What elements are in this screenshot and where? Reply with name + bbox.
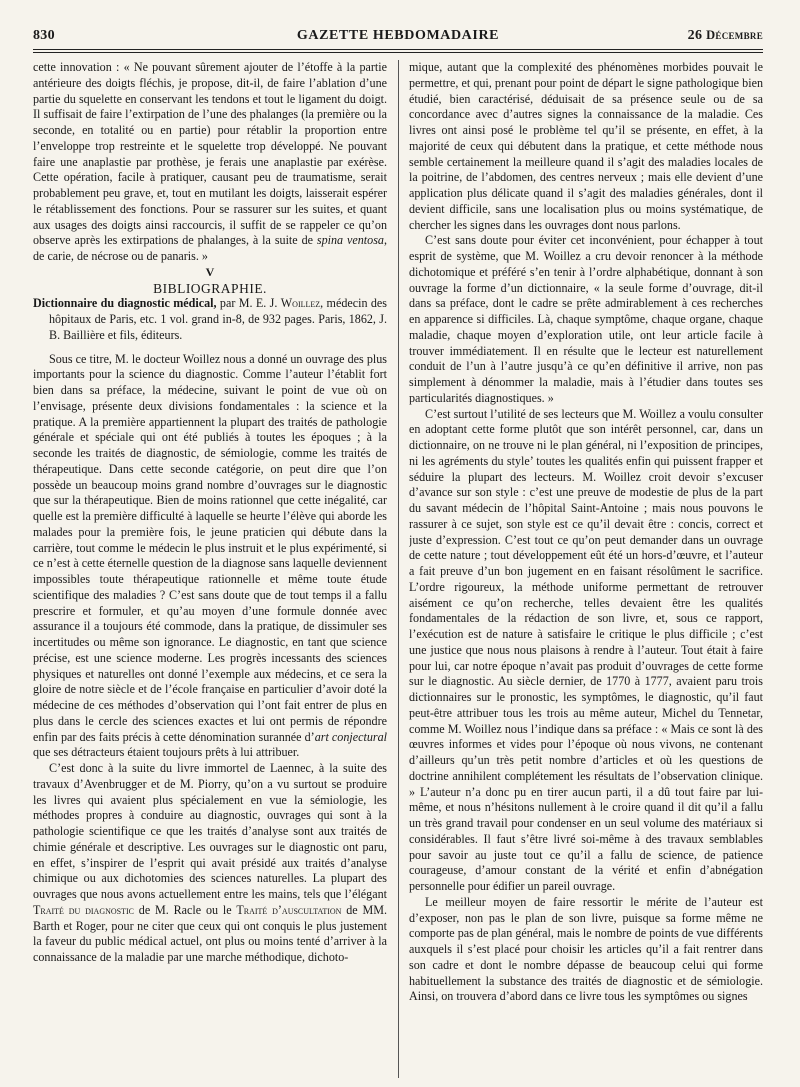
section-title: BIBLIOGRAPHIE. [153,280,267,296]
issue-day: 26 [687,28,703,43]
book-title: Dictionnaire du diagnostic médical, [33,296,217,311]
italic-term: spina ventosa [316,233,384,248]
paragraph-text: C’est donc à la suite du livre immortel de Laennec, à la suite des travaux d’Avenbrugger et de M. Piorry, qu’on a vu surtout se produire les livres qui avaient plus spécialement en vue la sémiologie, les méthodes propres à conduire au diagnostic, ouvrages qui sont à la pathologie scientifique ce que les traités d’analyse sont aux traités de chimie générale et descriptive. Les ouvrages sur le diagnostic ont paru, en effet, s’inspirer de l’esprit qui avait présidé aux traités d’analyse chimique ou aux dichotomies des sciences naturelles. La plupart des ouvrages que nous avons actuellement entre les mains, tels que l’élégant [33,761,387,901]
paragraph-text: Sous ce titre, M. le docteur Woillez nous a donné un ouvrage des plus importants pour la science du diagnostic. Comme l’auteur l’établit fort bien dans sa préface, la médecine, suivant le point de vue où on l’envisage, présente deux divisions fondamentales : la science et la pratique. A la première appartiennent la plupart des traités de pathologie générale et spéciale qui ont été publiés à toutes les époques ; à la seconde les traités de diagnostic, de sémiologie, comme les traités de thérapeutique. Dans cette seconde catégorie, on peut dire que l’on possède un beaucoup moins grand nombre d’ouvrages sur le diagnostic que sur la thérapeutique. Bien de moins rationnel que cette inégalité, car quelle est la première difficulté à laquelle se heurte l’élève qui aborde les malades pour la première fois, le jeune praticien qui débute dans la carrière, tout comme le médecin le plus instruit et le plus expérimenté, si ce n’est à cette éternelle question de la diagnose sans laquelle deviennent impossibles toute thérapeutique rationnelle et même toute étude scientifique des maladies ? C’est sans doute que de tout temps il a fallu prescrire et formuler, et qu’au moyen d’une formule donnée avec assurance il a toujours été commode, dans la pratique, de dissimuler ses incertitudes ou même son ignorance. Le diagnostic, en tant que science précise, est une science moderne. Les progrès incessants des sciences physiques et naturelles ont donné l’exemple aux médecins, et ce sera la gloire de notre siècle et de l’école française en particulier d’avoir doté la médecine de ces méthodes d’observation qui l’ont fait entrer de plus en plus dans le cercle des sciences exactes et lui ont permis de répondre enfin par des faits précis à cette dénomination surannée d’ [33,351,387,744]
issue-date [688,28,763,44]
paragraph-text: que ses détracteurs étaient toujours prêts à lui attribuer. [33,745,300,760]
book-details: , médecin des hôpitaux de Paris, etc. 1 vol. grand in-8, de 932 pages. Paris, 1862, J. B. Baillière et fils, éditeurs. [49,296,387,342]
paragraph-text: , de carie, de nécrose ou de panaris. » [33,233,387,263]
journal-title: GAZETTE HEBDOMADAIRE [296,28,500,43]
header-rule-thin [33,52,763,53]
left-column [33,60,387,1078]
paragraph-text: de MM. Barth et Roger, pour ne citer que ceux qui ont conquis le plus justement la faveur du public médical actuel, ont plus ou moins tenté d’arriver à la connaissance de la maladie par une marche méthodique, dichoto- [33,902,387,964]
book-reference: Traité d’auscultation [236,902,342,917]
paragraph: mique, autant que la complexité des phénomènes morbides pouvait le permettre, et qui, prenant pour point de départ le signe pathologique bien étudié, bien caractérisé, déduisait de sa présence seule ou de sa concordance avec d’autres signes la connaissance de la maladie. Ces livres ont ainsi posé le problème tel qu’il se présente, en effet, à la majorité de ceux qui débutent dans la pratique, et cette méthode nous semble certainement la meilleure quand il s’agit des maladies locales de la poitrine, de l’abdomen, des centres nerveux ; mais elle devient d’une application plus délicate quand il s’agit des maladies générales, dont il devient difficile, sans une localisation plus ou moins systématique, de chercher les signes dans les ouvrages dont nous parlons. [409,60,763,232]
column-divider [398,60,399,1078]
paragraph-text: de M. Racle ou le [134,902,237,917]
page-number: 830 [33,28,55,43]
book-reference: Traité du diagnostic [33,902,134,917]
book-by: par M. E. J. [216,296,281,311]
paragraph: C’est surtout l’utilité de ses lecteurs que M. Woillez a voulu consulter en adoptant cette forme plutôt que son intérêt personnel, car, dans un dictionnaire, on ne trouve ni le plan général, ni l’exposition de principes, ni les agréments du style’ toutes les qualités enfin qui puissent frapper et séduire la plupart des lecteurs. M. Woillez croit devoir s’excuser d’avance sur son style : c’est une preuve de modestie de plus de la part du savant médecin de l’hôpital Saint-Antoine ; mais nous pouvons le rassurer à ce sujet, son style est ce qu’il devait être : concis, correct et juste d’expression. C’est tout ce qu’on peut demander dans un ouvrage de cette nature ; tout développement eût été un hors-d’œuvre, et l’auteur a fait preuve d’un bon jugement en en faisant résolûment le sacrifice. L’ordre rigoureux, la méthode uniforme permettant de retrouver aisément ce qu’on recherche, telles devaient être les qualités fondamentales de la rédaction de son livre, et, sous ce rapport, l’exécution est de nature à satisfaire le critique le plus difficile ; c’est une justice que nous nous plaisons à rendre à l’auteur. Tout était à faire pour lui, car notre époque n’avait pas produit d’ouvrages de cette forme sur le diagnostic. Au siècle dernier, de 1770 à 1777, avaient paru trois dictionnaires sur le pronostic, les symptômes, le diagnostic, qu’il faut peut-être attribuer tous les trois au même auteur, Michel du Tennetar, comme M. Woillez nous l’indique dans sa préface : « Mais ce sont là des œuvres informes et vides pour l’époque où nous vivons, ne contenant d’ailleurs qu’un très petit nombre d’articles et où les questions de doctrine annihilent complétement les résultats de l’observation clinique. » L’auteur n’a donc pu en tirer aucun parti, il a dû tout faire par lui-même, et nous n’hésitons nullement à le croire quand il dit qu’il a fallu un très grand travail pour condenser en un seul volume des matériaux si considérables. Il faut s’être livré soi-même à des travaux semblables pour savoir au juste tout ce qu’il a fallu de science, de patience courageuse, d’amour constant de la vérité et enfin d’abnégation personnelle pour édifier un pareil ouvrage. [409,406,763,893]
paragraph [33,352,387,762]
paragraph: Le meilleur moyen de faire ressortir le mérite de l’auteur est d’exposer, non pas le plan de son livre, puisque sa forme même ne comporte pas de plan général, mais le nombre de points de vue différents auxquels il s’est placé pour choisir les articles qu’il a fait rentrer dans son cadre et dont le nombre dépasse de beaucoup celui qui forme habituellement la substance des traités de diagnostic et de sémiologie. Ainsi, on trouvera d’abord dans ce livre tous les symptômes ou signes [409,894,763,1004]
paragraph: C’est sans doute pour éviter cet inconvénient, pour échapper à tout esprit de système, que M. Woillez a cru devoir renoncer à la méthode dichotomique et préféré s’en tenir à l’ordre alphabétique, donnant à son ouvrage la forme d’un dictionnaire, « la seule forme d’ouvrage, dit-il dans sa préface, dont le cadre se prête admirablement à ces recherches en apparence si difficiles. Là, chaque symptôme, chaque organe, chaque maladie, chaque moyen d’exploration utile, ont leur article facile à trouver immédiatement. Il en résulte que le lecteur est naturellement conduit de l’un à l’autre jusqu’à ce qu’en définitive il arrive, non pas simplement à dénommer la maladie, mais à l’étudier dans toutes ses particularités diagnostiques. » [409,233,763,405]
book-author: Woillez [280,296,321,311]
paragraph [33,60,387,265]
paragraph [33,761,387,966]
bibliography-entry [33,296,387,343]
section-number: V [205,264,215,279]
paragraph-text: cette innovation : « Ne pouvant sûrement ajouter de l’étoffe à la partie antérieure des doigts fléchis, je propose, dit-il, de faire l’ablation d’une partie du squelette en conservant les tendons et tout le ligament du doigt. Il suffisait de faire l’extirpation de l’une des phalanges (la première ou la seconde, en totalité ou en partie) pour rétablir la proportion entre l’enveloppe trop restreinte et le squelette trop développé. Ne pouvant faire une anaplastie par prothèse, je ferais une anaplastie par exérèse. Cette opération, facile à pratiquer, causant peu de traumatisme, serait probablement peu grave, et, tout en mutilant les doigts, laisserait espérer le rétablissement des fonctions. Pour se rassurer sur les suites, et quant aux usages des doigts ainsi raccourcis, il suffit de se rappeler ce qu’on observe après les extirpations de phalanges, à la suite de [33,60,387,248]
running-head [33,28,763,50]
header-rule [33,49,763,50]
right-column [409,60,763,1078]
issue-month: Décembre [706,28,763,42]
italic-term: art conjectural [314,729,387,744]
